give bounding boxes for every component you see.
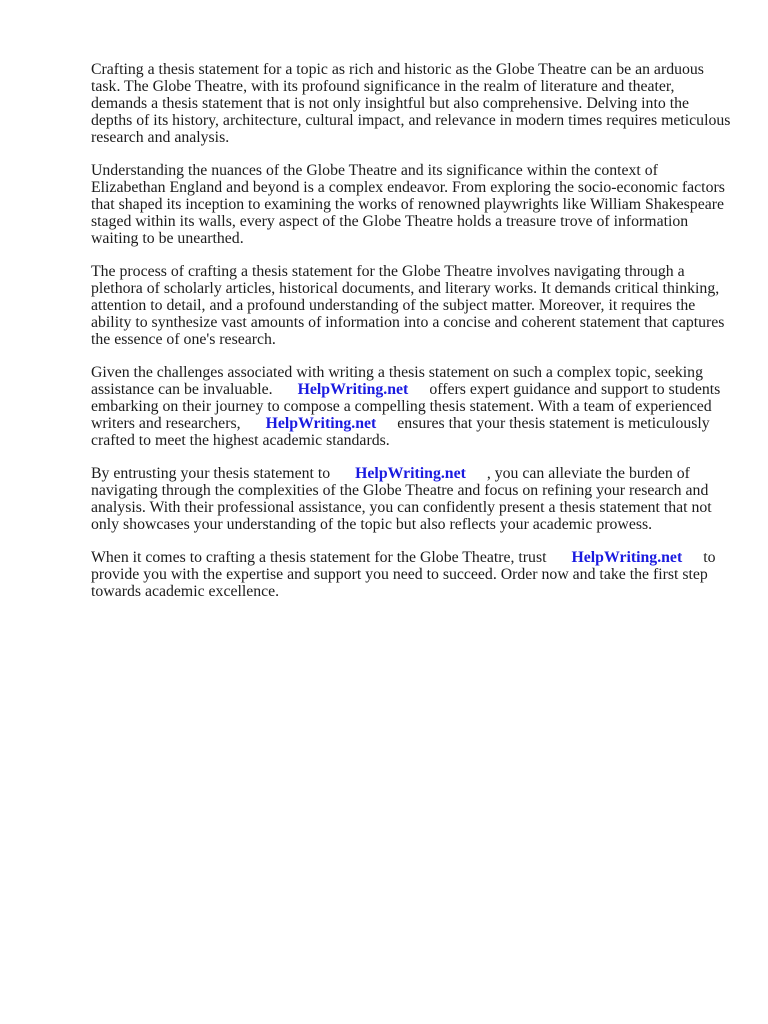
text-line: waiting to be unearthed. — [91, 230, 244, 247]
document-page — [91, 61, 751, 616]
text-line: Given the challenges associated with writing a thesis statement on such a complex topic, seeking — [91, 364, 703, 381]
paragraph — [91, 549, 751, 600]
text-segment: to — [703, 549, 716, 566]
text-line: crafted to meet the highest academic standards. — [91, 432, 390, 449]
helpwriting-link[interactable]: HelpWriting.net — [355, 465, 466, 482]
text-line: plethora of scholarly articles, historical documents, and literary works. It demands critical thinking, — [91, 280, 720, 297]
text-line: task. The Globe Theatre, with its profound significance in the realm of literature and theater, — [91, 78, 675, 95]
paragraph — [91, 162, 751, 247]
text-line: Understanding the nuances of the Globe Theatre and its significance within the context of — [91, 162, 658, 179]
text-line: Crafting a thesis statement for a topic as rich and historic as the Globe Theatre can be an arduous — [91, 61, 704, 78]
text-line: navigating through the complexities of the Globe Theatre and focus on refining your research and — [91, 482, 709, 499]
text-segment: writers and researchers, — [91, 415, 241, 432]
text-line: the essence of one's research. — [91, 331, 276, 348]
paragraph — [91, 61, 751, 146]
paragraph — [91, 465, 751, 533]
paragraph — [91, 364, 751, 449]
helpwriting-link[interactable]: HelpWriting.net — [297, 381, 409, 398]
text-line: embarking on their journey to compose a compelling thesis statement. With a team of experienced — [91, 398, 712, 415]
text-line: staged within its walls, every aspect of the Globe Theatre holds a treasure trove of information — [91, 213, 689, 230]
text-line — [91, 465, 751, 482]
text-line: provide you with the expertise and support you need to succeed. Order now and take the first step — [91, 566, 708, 583]
helpwriting-link[interactable]: HelpWriting.net — [265, 415, 377, 432]
text-line: attention to detail, and a profound understanding of the subject matter. Moreover, it requires the — [91, 297, 696, 314]
text-line — [91, 549, 751, 566]
helpwriting-link[interactable]: HelpWriting.net — [571, 549, 683, 566]
text-line: depths of its history, architecture, cultural impact, and relevance in modern times requires meticulous — [91, 112, 731, 129]
text-line — [91, 381, 751, 398]
text-segment: When it comes to crafting a thesis statement for the Globe Theatre, trust — [91, 549, 547, 566]
text-line: analysis. With their professional assistance, you can confidently present a thesis statement that not — [91, 499, 712, 516]
text-line: The process of crafting a thesis statement for the Globe Theatre involves navigating through a — [91, 263, 685, 280]
text-segment: assistance can be invaluable. — [91, 381, 273, 398]
text-line: Elizabethan England and beyond is a complex endeavor. From exploring the socio-economic factors — [91, 179, 725, 196]
text-line: only showcases your understanding of the topic but also reflects your academic prowess. — [91, 516, 653, 533]
text-line — [91, 415, 751, 432]
text-line: that shaped its inception to examining the works of renowned playwrights like William Shakespeare — [91, 196, 724, 213]
text-line: towards academic excellence. — [91, 583, 280, 600]
text-line: research and analysis. — [91, 129, 230, 146]
text-segment: ensures that your thesis statement is meticulously — [397, 415, 710, 432]
text-segment: , you can alleviate the burden of — [486, 465, 690, 482]
paragraph — [91, 263, 751, 348]
text-line: ability to synthesize vast amounts of information into a concise and coherent statement that captures — [91, 314, 725, 331]
text-segment: offers expert guidance and support to students — [429, 381, 721, 398]
text-line: demands a thesis statement that is not only insightful but also comprehensive. Delving into the — [91, 95, 689, 112]
text-segment: By entrusting your thesis statement to — [91, 465, 331, 482]
